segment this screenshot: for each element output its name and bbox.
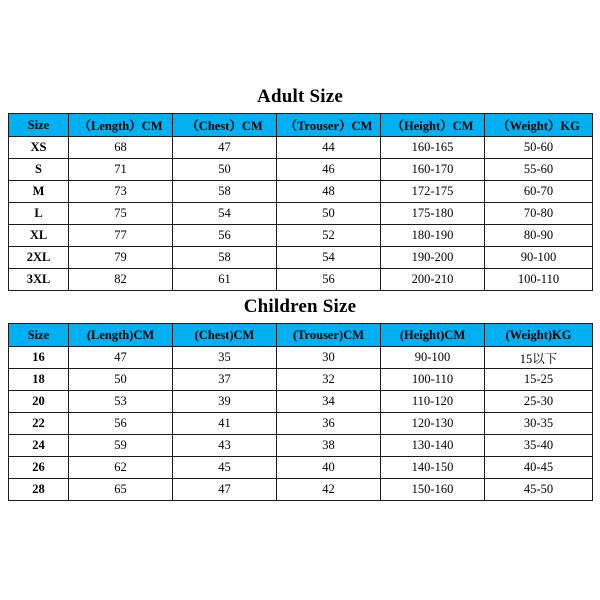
adult-table-header-row — [9, 114, 593, 137]
adult-cell-trouser: 54 — [277, 247, 381, 269]
children-cell-size: 18 — [9, 369, 69, 391]
adult-cell-trouser: 52 — [277, 225, 381, 247]
children-cell-height: 100-110 — [381, 369, 485, 391]
table-row — [9, 369, 593, 391]
children-cell-trouser: 38 — [277, 435, 381, 457]
adult-cell-height: 190-200 — [381, 247, 485, 269]
adult-cell-height: 175-180 — [381, 203, 485, 225]
children-cell-length: 65 — [69, 479, 173, 501]
adult-cell-chest: 47 — [173, 137, 277, 159]
adult-cell-chest: 54 — [173, 203, 277, 225]
children-cell-chest: 43 — [173, 435, 277, 457]
adult-cell-size: 3XL — [9, 269, 69, 291]
adult-cell-length: 71 — [69, 159, 173, 181]
adult-cell-weight: 70-80 — [485, 203, 593, 225]
adult-cell-height: 160-165 — [381, 137, 485, 159]
children-cell-chest: 39 — [173, 391, 277, 413]
children-cell-length: 59 — [69, 435, 173, 457]
adult-cell-weight: 90-100 — [485, 247, 593, 269]
adult-cell-trouser: 44 — [277, 137, 381, 159]
adult-size-table — [8, 113, 593, 291]
table-row — [9, 457, 593, 479]
table-row — [9, 347, 593, 369]
adult-header-trouser: （Trouser）CM — [277, 114, 381, 137]
children-size-table — [8, 323, 593, 501]
adult-cell-length: 75 — [69, 203, 173, 225]
table-row — [9, 159, 593, 181]
adult-cell-trouser: 56 — [277, 269, 381, 291]
children-header-length: (Length)CM — [69, 324, 173, 347]
adult-cell-size: XS — [9, 137, 69, 159]
adult-header-height: （Height）CM — [381, 114, 485, 137]
children-header-weight: (Weight)KG — [485, 324, 593, 347]
adult-cell-height: 180-190 — [381, 225, 485, 247]
children-header-size: Size — [9, 324, 69, 347]
children-header-chest: (Chest)CM — [173, 324, 277, 347]
adult-cell-size: 2XL — [9, 247, 69, 269]
children-cell-trouser: 34 — [277, 391, 381, 413]
children-cell-size: 24 — [9, 435, 69, 457]
adult-cell-weight: 100-110 — [485, 269, 593, 291]
adult-cell-size: XL — [9, 225, 69, 247]
adult-cell-size: L — [9, 203, 69, 225]
children-header-trouser: (Trouser)CM — [277, 324, 381, 347]
adult-cell-length: 77 — [69, 225, 173, 247]
children-cell-weight: 30-35 — [485, 413, 593, 435]
table-row — [9, 247, 593, 269]
children-table-header-row — [9, 324, 593, 347]
adult-cell-trouser: 50 — [277, 203, 381, 225]
children-cell-chest: 35 — [173, 347, 277, 369]
children-cell-trouser: 40 — [277, 457, 381, 479]
children-cell-weight: 15-25 — [485, 369, 593, 391]
children-cell-trouser: 36 — [277, 413, 381, 435]
children-cell-weight: 40-45 — [485, 457, 593, 479]
adult-cell-weight: 50-60 — [485, 137, 593, 159]
adult-size-title: Adult Size — [257, 86, 343, 107]
table-row — [9, 137, 593, 159]
children-cell-chest: 45 — [173, 457, 277, 479]
children-cell-height: 150-160 — [381, 479, 485, 501]
adult-cell-length: 82 — [69, 269, 173, 291]
adult-header-chest: （Chest）CM — [173, 114, 277, 137]
children-cell-length: 47 — [69, 347, 173, 369]
children-cell-height: 110-120 — [381, 391, 485, 413]
children-cell-length: 56 — [69, 413, 173, 435]
adult-cell-trouser: 48 — [277, 181, 381, 203]
children-size-title: Children Size — [243, 296, 357, 317]
adult-cell-size: M — [9, 181, 69, 203]
children-cell-size: 16 — [9, 347, 69, 369]
adult-cell-length: 73 — [69, 181, 173, 203]
adult-cell-chest: 50 — [173, 159, 277, 181]
table-row — [9, 269, 593, 291]
table-row — [9, 435, 593, 457]
table-row — [9, 203, 593, 225]
adult-header-weight: （Weight）KG — [485, 114, 593, 137]
table-row — [9, 225, 593, 247]
table-row — [9, 391, 593, 413]
children-cell-length: 53 — [69, 391, 173, 413]
children-cell-size: 20 — [9, 391, 69, 413]
children-cell-length: 62 — [69, 457, 173, 479]
children-cell-weight: 35-40 — [485, 435, 593, 457]
adult-header-size: Size — [9, 114, 69, 137]
children-header-height: (Height)CM — [381, 324, 485, 347]
children-cell-height: 130-140 — [381, 435, 485, 457]
children-cell-size: 26 — [9, 457, 69, 479]
children-cell-weight: 15以下 — [485, 347, 593, 369]
adult-cell-height: 200-210 — [381, 269, 485, 291]
adult-cell-weight: 60-70 — [485, 181, 593, 203]
children-cell-weight: 45-50 — [485, 479, 593, 501]
children-cell-trouser: 30 — [277, 347, 381, 369]
table-row — [9, 181, 593, 203]
adult-cell-length: 79 — [69, 247, 173, 269]
children-cell-chest: 47 — [173, 479, 277, 501]
children-cell-chest: 41 — [173, 413, 277, 435]
children-cell-trouser: 32 — [277, 369, 381, 391]
children-cell-length: 50 — [69, 369, 173, 391]
adult-cell-chest: 58 — [173, 247, 277, 269]
adult-cell-chest: 58 — [173, 181, 277, 203]
children-cell-height: 140-150 — [381, 457, 485, 479]
adult-header-length: （Length）CM — [69, 114, 173, 137]
adult-cell-size: S — [9, 159, 69, 181]
children-cell-size: 22 — [9, 413, 69, 435]
adult-cell-weight: 80-90 — [485, 225, 593, 247]
adult-cell-weight: 55-60 — [485, 159, 593, 181]
children-cell-size: 28 — [9, 479, 69, 501]
children-cell-height: 120-130 — [381, 413, 485, 435]
table-row — [9, 413, 593, 435]
adult-cell-height: 160-170 — [381, 159, 485, 181]
children-cell-weight: 25-30 — [485, 391, 593, 413]
adult-cell-trouser: 46 — [277, 159, 381, 181]
children-cell-chest: 37 — [173, 369, 277, 391]
adult-cell-chest: 61 — [173, 269, 277, 291]
adult-cell-chest: 56 — [173, 225, 277, 247]
adult-cell-height: 172-175 — [381, 181, 485, 203]
children-cell-height: 90-100 — [381, 347, 485, 369]
table-row — [9, 479, 593, 501]
children-cell-trouser: 42 — [277, 479, 381, 501]
adult-cell-length: 68 — [69, 137, 173, 159]
